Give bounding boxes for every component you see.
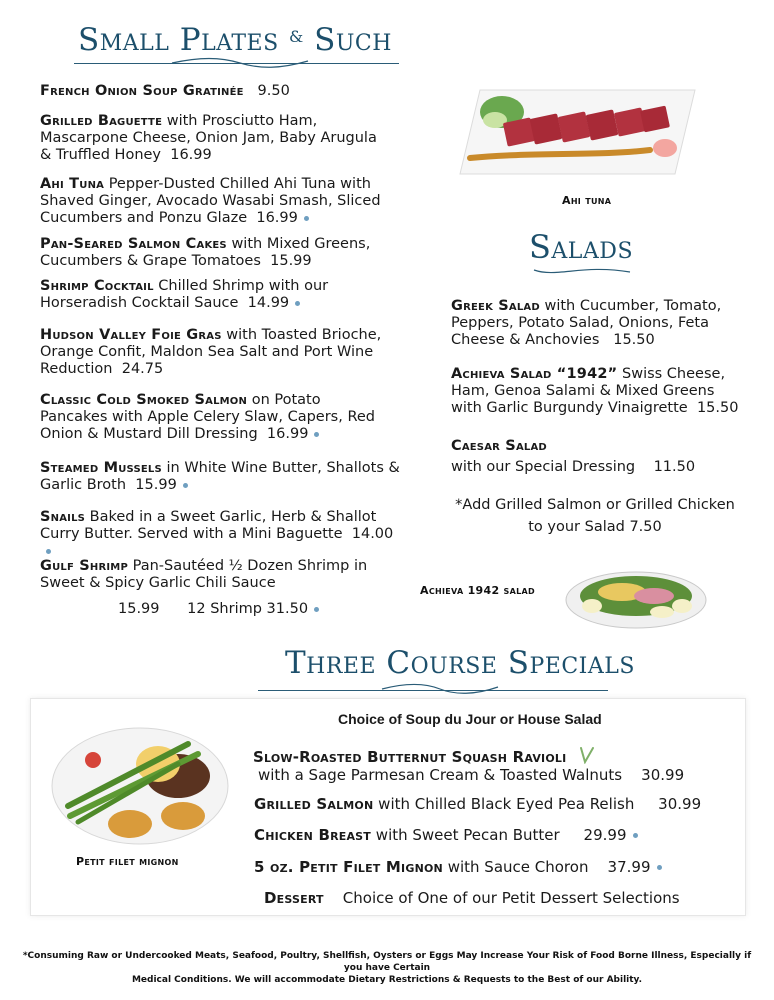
menu-item-prices: 15.99 12 Shrimp 31.50 bbox=[118, 601, 378, 618]
achieva-salad-photo bbox=[562, 560, 710, 632]
menu-item: Gulf Shrimp Pan-Sautéed ½ Dozen Shrimp in Sweet & Spicy Garlic Chili Sauce bbox=[40, 558, 368, 591]
vegetarian-leaf-icon bbox=[577, 746, 595, 764]
salad-item: Caesar Salad with our Special Dressing 11.50 bbox=[451, 438, 696, 475]
menu-item: Ahi Tuna Pepper-Dusted Chilled Ahi Tuna with Shaved Ginger, Avocado Wasabi Smash, Sliced Cucumbers and Ponzu Glaze 16.99 bbox=[40, 176, 381, 226]
salad-item: Greek Salad with Cucumber, Tomato, Peppers, Potato Salad, Onions, Feta Cheese & Anchovies 15.50 bbox=[451, 298, 722, 348]
special-item: Grilled Salmon with Chilled Black Eyed Pea Relish 30.99 bbox=[254, 795, 702, 813]
filet-mignon-photo bbox=[48, 724, 233, 849]
gluten-free-dot-icon bbox=[657, 865, 662, 870]
flourish-ornament bbox=[170, 55, 310, 69]
gluten-free-dot-icon bbox=[295, 301, 300, 306]
flourish-ornament bbox=[380, 681, 500, 695]
gluten-free-dot-icon bbox=[183, 483, 188, 488]
gluten-free-dot-icon bbox=[314, 607, 319, 612]
petit-filet-caption: Petit filet mignon bbox=[76, 855, 179, 868]
menu-item: French Onion Soup Gratinée 9.50 bbox=[40, 83, 290, 99]
menu-item: Classic Cold Smoked Salmon on Potato Pancakes with Apple Celery Slaw, Capers, Red Onion & Mustard Dill Dressing 16.99 bbox=[40, 392, 376, 442]
salad-item: Achieva Salad “1942” Swiss Cheese, Ham, Genoa Salami & Mixed Greens with Garlic Burgundy Vinaigrette 15.50 bbox=[451, 366, 739, 416]
special-item: Slow-Roasted Butternut Squash Ravioli bbox=[253, 746, 693, 766]
gluten-free-dot-icon bbox=[304, 216, 309, 221]
gluten-free-dot-icon bbox=[314, 432, 319, 437]
special-item: 5 oz. Petit Filet Mignon with Sauce Choron 37.99 bbox=[254, 859, 724, 876]
ahi-tuna-photo bbox=[450, 82, 700, 182]
gluten-free-dot-icon bbox=[46, 549, 51, 554]
flourish-ornament bbox=[532, 264, 632, 278]
menu-item: Grilled Baguette with Prosciutto Ham, Mascarpone Cheese, Onion Jam, Baby Arugula & Truffled Honey 16.99 bbox=[40, 113, 377, 163]
ahi-tuna-caption: Ahi tuna bbox=[562, 194, 612, 207]
menu-item: Pan-Seared Salmon Cakes with Mixed Greens, Cucumbers & Grape Tomatoes 15.99 bbox=[40, 236, 371, 269]
menu-item: Shrimp Cocktail Chilled Shrimp with our Horseradish Cocktail Sauce 14.99 bbox=[40, 278, 329, 311]
health-disclaimer: *Consuming Raw or Undercooked Meats, Seafood, Poultry, Shellfish, Oysters or Eggs May Increase Your Risk of Food Borne Illness, Especially if you have Certain Medical Conditions. We will accommodate Dietary Restrictions & Requests to the Best of our Ability. bbox=[22, 951, 752, 985]
gluten-free-dot-icon bbox=[633, 833, 638, 838]
small-plates-heading: Small Plates & Such bbox=[78, 22, 392, 58]
specials-choice: Choice of Soup du Jour or House Salad bbox=[338, 711, 602, 727]
menu-item: Steamed Mussels in White Wine Butter, Shallots & Garlic Broth 15.99 bbox=[40, 460, 400, 493]
salad-addon: *Add Grilled Salmon or Grilled Chicken to your Salad 7.50 bbox=[455, 497, 735, 535]
menu-item: Hudson Valley Foie Gras with Toasted Brioche, Orange Confit, Maldon Sea Salt and Port Wine Reduction 24.75 bbox=[40, 327, 382, 377]
special-item: Dessert Choice of One of our Petit Dessert Selections bbox=[264, 889, 680, 907]
three-course-heading: Three Course Specials bbox=[285, 645, 635, 681]
menu-item: Snails Baked in a Sweet Garlic, Herb & Shallot Curry Butter. Served with a Mini Baguette 14.00 bbox=[40, 509, 400, 560]
special-item-desc: with a Sage Parmesan Cream & Toasted Walnuts 30.99 bbox=[258, 766, 685, 784]
salads-heading: Salads bbox=[529, 228, 634, 266]
special-item: Chicken Breast with Sweet Pecan Butter 29.99 bbox=[254, 827, 714, 844]
achieva-salad-caption: Achieva 1942 salad bbox=[420, 584, 535, 597]
